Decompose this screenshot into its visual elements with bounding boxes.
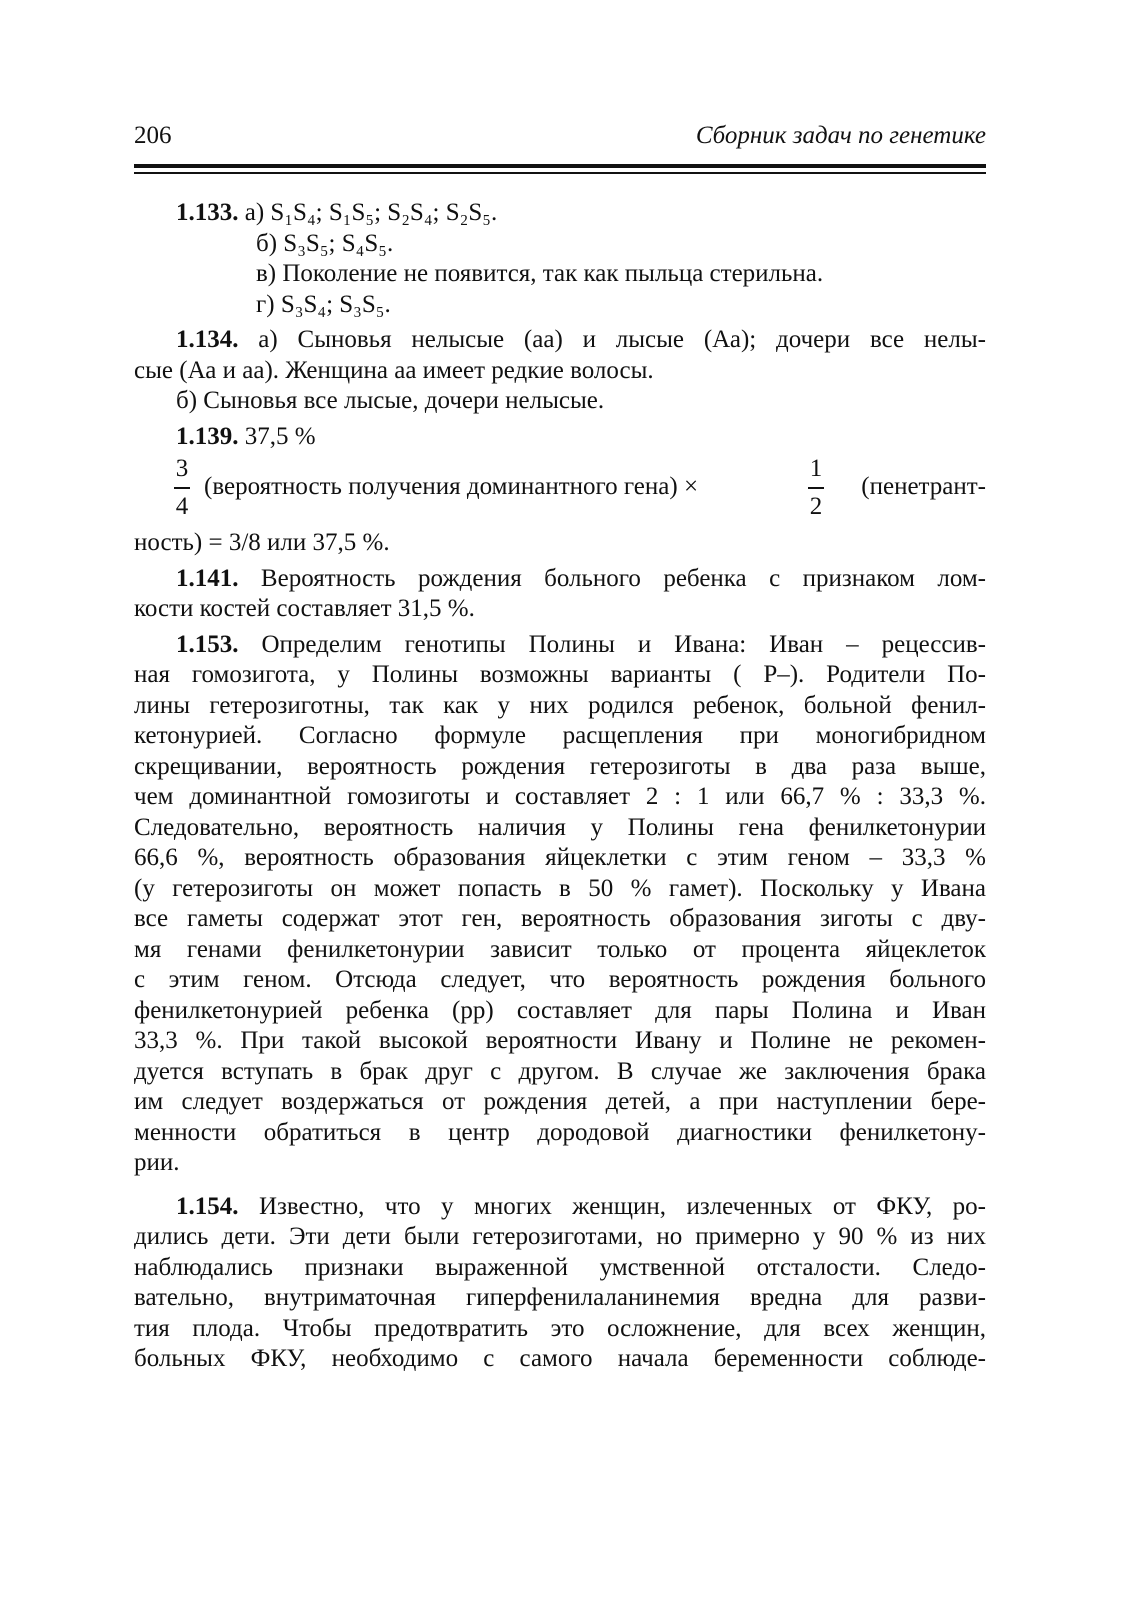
fraction-three-quarters — [172, 452, 192, 524]
answer-1-133-d: г) S₃S₄; S₃S₅. — [256, 290, 391, 318]
answer-1-154 — [134, 1192, 986, 1375]
answer-1-133-b: б) S₃S₅; S₄S₅. — [256, 229, 394, 257]
formula-text-right: (пенетрант- — [861, 473, 986, 500]
paragraph-gap — [134, 1184, 986, 1192]
answer-line: им следует воздержаться от рождения детей, а при наступлении бере- — [134, 1088, 986, 1115]
answer-line: чем доминантной гомозиготы и составляет 2 : 1 или 66,7 % : 33,3 %. — [134, 783, 986, 810]
answer-text: Определим генотипы Полины и Ивана: Иван – рецессив- — [238, 630, 986, 658]
answer-number: 1.153. — [176, 630, 239, 658]
answer-number: 1.154. — [176, 1192, 239, 1220]
answer-text: а) S₁S₄; S₁S₅; S₂S₄; S₂S₅. — [238, 199, 498, 226]
answer-line: менности обратиться в центр дородовой диагностики фенилкетону- — [134, 1118, 986, 1146]
fraction-denominator: 2 — [809, 493, 823, 520]
answer-text: а) Сыновья нелысые (аа) и лысые (Аа); дочери все нелы- — [238, 326, 986, 353]
answer-1-133-a — [134, 198, 986, 229]
fraction-one-half — [806, 452, 826, 524]
page-content — [134, 198, 986, 1380]
answer-line: с этим геном. Отсюда следует, что вероятность рождения больного — [134, 966, 986, 993]
formula-text: (вероятность получения доминантного гена) × — [204, 473, 699, 500]
answer-line: дились дети. Эти дети были гетерозиготами, но примерно у 90 % из них — [134, 1223, 986, 1250]
answer-line: рии. — [134, 1149, 180, 1176]
answer-1-153 — [134, 630, 986, 1179]
running-title: Сборник задач по генетике — [695, 122, 986, 149]
answer-line: лины гетерозиготны, так как у них родился ребенок, больной фенил- — [134, 691, 986, 719]
header-rule-thin — [134, 172, 986, 174]
answer-line: тия плода. Чтобы предотвратить это осложнение, для всех женщин, — [134, 1314, 986, 1342]
header-rule-thick — [134, 164, 986, 168]
answer-line: (у гетерозиготы он может попасть в 50 % гамет). Поскольку у Ивана — [134, 874, 986, 902]
page-header — [134, 122, 986, 162]
answer-line: сые (Аа и аа). Женщина аа имеет редкие волосы. — [134, 356, 654, 384]
fraction-numerator: 1 — [809, 455, 823, 482]
answer-line: фенилкетонурией ребенка (рр) составляет для пары Полина и Иван — [134, 996, 986, 1024]
answer-1-141 — [134, 564, 986, 625]
answer-1-133 — [134, 198, 986, 320]
page-number: 206 — [134, 122, 172, 149]
answer-number: 1.133. — [176, 199, 239, 226]
answer-line: ность) = 3/8 или 37,5 %. — [134, 529, 390, 556]
answer-line — [134, 422, 986, 453]
answer-1-134 — [134, 325, 986, 417]
answer-1-133-c: в) Поколение не появится, так как пыльца стерильна. — [256, 260, 824, 287]
answer-line: 66,6 %, вероятность образования яйцеклетки с этим геном – 33,3 % — [134, 844, 986, 871]
answer-line — [134, 325, 986, 356]
answer-line: дуется вступать в брак друг с другом. В случае же заключения брака — [134, 1057, 986, 1085]
answer-line: кетонурией. Согласно формуле расщепления при моногибридном — [134, 722, 986, 749]
answer-1-139 — [134, 422, 986, 559]
answer-line: скрещивании, вероятность рождения гетерозиготы в два раза выше, — [134, 752, 986, 780]
fraction-numerator: 3 — [175, 455, 189, 482]
answer-line: все гаметы содержат этот ген, вероятность образования зиготы с дву- — [134, 905, 986, 932]
answer-value: 37,5 % — [238, 422, 316, 450]
answer-line — [134, 1192, 986, 1223]
fraction-bar — [808, 487, 824, 489]
answer-line: кости костей составляет 31,5 %. — [134, 595, 475, 622]
answer-line: б) Сыновья все лысые, дочери нелысые. — [176, 387, 605, 414]
fraction-bar — [174, 487, 190, 489]
fraction-denominator: 4 — [175, 493, 189, 520]
answer-number: 1.134. — [176, 326, 239, 353]
answer-line — [134, 564, 986, 595]
answer-line — [134, 630, 986, 661]
answer-text: Известно, что у многих женщин, излеченных от ФКУ, ро- — [238, 1192, 986, 1220]
answer-line: больных ФКУ, необходимо с самого начала беременности соблюде- — [134, 1345, 986, 1372]
answer-line: ная гомозигота, у Полины возможны варианты ( Р–). Родители По- — [134, 661, 986, 688]
fraction-formula — [134, 452, 986, 528]
answer-line: наблюдались признаки выраженной умственной отсталости. Следо- — [134, 1253, 986, 1281]
answer-number: 1.139. — [176, 422, 239, 450]
answer-number: 1.141. — [176, 564, 239, 592]
answer-text: Вероятность рождения больного ребенка с признаком лом- — [238, 564, 986, 592]
answer-line: Следовательно, вероятность наличия у Полины гена фенилкетонурии — [134, 813, 986, 841]
answer-line: 33,3 %. При такой высокой вероятности Ивану и Полине не рекомен- — [134, 1027, 986, 1054]
answer-line: вательно, внутриматочная гиперфенилаланинемия вредна для разви- — [134, 1284, 986, 1311]
answer-line: мя генами фенилкетонурии зависит только от процента яйцеклеток — [134, 935, 986, 963]
